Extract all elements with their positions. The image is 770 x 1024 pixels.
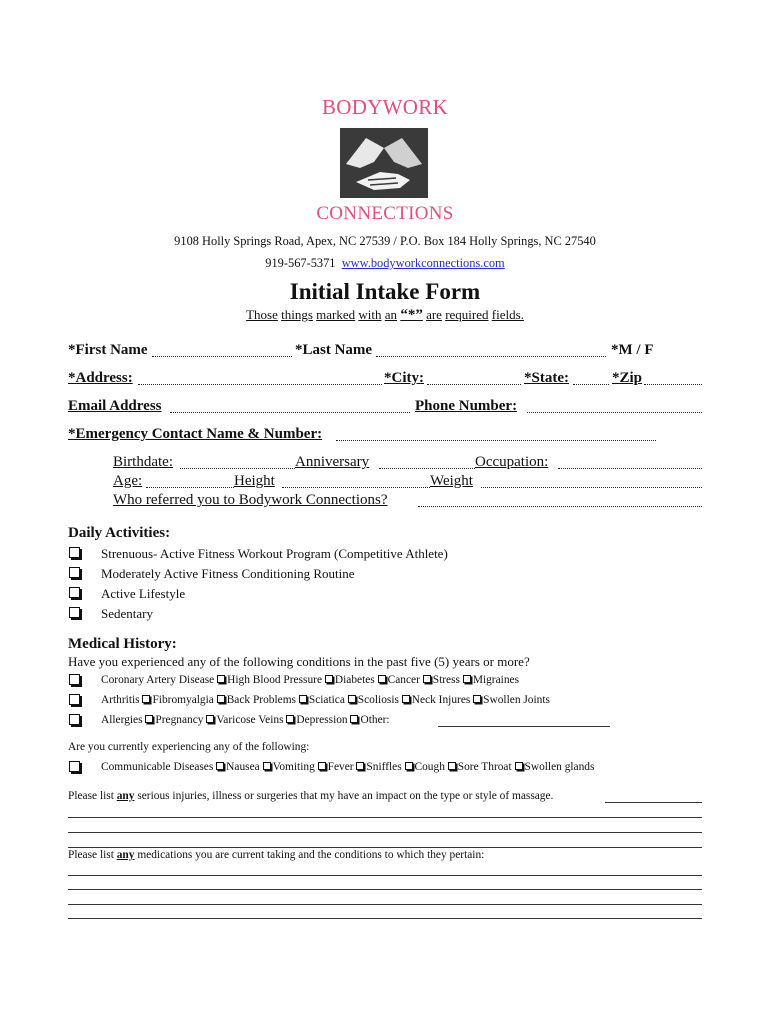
- age-field[interactable]: [146, 487, 234, 488]
- checkbox-arthritis[interactable]: [69, 694, 80, 705]
- checkbox-diabetes[interactable]: [325, 675, 333, 683]
- option-active: Active Lifestyle: [101, 586, 186, 601]
- state-label: *State:: [524, 370, 569, 386]
- height-label: Height: [234, 473, 275, 489]
- birthdate-label: Birthdate:: [113, 454, 173, 470]
- contact-line: [0, 256, 770, 271]
- checkbox-depression[interactable]: [286, 715, 294, 723]
- checkbox-swollen-joints[interactable]: [473, 695, 481, 703]
- checkbox-active[interactable]: [69, 587, 80, 598]
- medical-history-heading: Medical History:: [68, 636, 177, 652]
- city-field[interactable]: [427, 384, 521, 385]
- phone-field[interactable]: [527, 412, 702, 413]
- injuries-line-2[interactable]: [68, 832, 702, 833]
- first-name-label: *First Name: [68, 342, 148, 358]
- referral-field[interactable]: [418, 506, 702, 507]
- checkbox-back[interactable]: [217, 695, 225, 703]
- checkbox-neck[interactable]: [402, 695, 410, 703]
- checkbox-vomiting[interactable]: [263, 762, 271, 770]
- medical-row-3: Allergies Pregnancy Varicose Veins Depression Other:: [101, 714, 390, 726]
- phone-number: 919-567-5371: [265, 256, 336, 270]
- hands-logo-icon: [340, 128, 428, 198]
- medications-prompt: Please list any medications you are current taking and the conditions to which they pertain:: [68, 849, 485, 861]
- option-moderate: Moderately Active Fitness Conditioning Routine: [101, 566, 355, 581]
- last-name-label: *Last Name: [295, 342, 373, 358]
- occupation-field[interactable]: [558, 468, 702, 469]
- checkbox-cad[interactable]: [69, 674, 80, 685]
- checkbox-scoliosis[interactable]: [348, 695, 356, 703]
- checkbox-sore-throat[interactable]: [448, 762, 456, 770]
- checkbox-fever[interactable]: [318, 762, 326, 770]
- website-link[interactable]: www.bodyworkconnections.com: [341, 256, 505, 270]
- email-field[interactable]: [170, 412, 410, 413]
- business-address: 9108 Holly Springs Road, Apex, NC 27539 / P.O. Box 184 Holly Springs, NC 27540: [174, 234, 596, 248]
- checkbox-sciatica[interactable]: [299, 695, 307, 703]
- first-name-field[interactable]: [152, 356, 292, 357]
- birthdate-field[interactable]: [180, 468, 295, 469]
- checkbox-cough[interactable]: [405, 762, 413, 770]
- email-label: Email Address: [68, 398, 162, 414]
- checkbox-strenuous[interactable]: [69, 547, 80, 558]
- checkbox-hbp[interactable]: [217, 675, 225, 683]
- checkbox-moderate[interactable]: [69, 567, 80, 578]
- required-note: Those things marked with an “*” are required fields.: [246, 307, 524, 323]
- height-field[interactable]: [282, 487, 430, 488]
- checkbox-allergies[interactable]: [69, 714, 80, 725]
- checkbox-sedentary[interactable]: [69, 607, 80, 618]
- checkbox-stress[interactable]: [423, 675, 431, 683]
- medications-line-4[interactable]: [68, 918, 702, 919]
- city-label: *City:: [384, 370, 424, 386]
- address-field[interactable]: [138, 384, 382, 385]
- last-name-field[interactable]: [376, 356, 606, 357]
- current-question: Are you currently experiencing any of the following:: [68, 741, 310, 753]
- address-label: *Address:: [68, 370, 133, 386]
- checkbox-swollen-glands[interactable]: [515, 762, 523, 770]
- checkbox-varicose[interactable]: [206, 715, 214, 723]
- zip-label: *Zip: [612, 370, 643, 386]
- zip-field[interactable]: [644, 384, 702, 385]
- referral-label: Who referred you to Bodywork Connections?: [113, 492, 388, 508]
- medications-line-3[interactable]: [68, 904, 702, 905]
- occupation-label: Occupation:: [475, 454, 549, 470]
- checkbox-fibromyalgia[interactable]: [142, 695, 150, 703]
- gender-field[interactable]: *M / F: [611, 342, 654, 358]
- anniversary-field[interactable]: [379, 468, 475, 469]
- medical-row-4: Communicable Diseases Nausea Vomiting Fever Sniffles Cough Sore Throat Swollen glands: [101, 761, 595, 773]
- checkbox-cancer[interactable]: [378, 675, 386, 683]
- injuries-line-3[interactable]: [68, 847, 702, 848]
- anniversary-label: Anniversary: [295, 454, 370, 470]
- checkbox-sniffles[interactable]: [356, 762, 364, 770]
- weight-field[interactable]: [481, 487, 702, 488]
- checkbox-migraines[interactable]: [463, 675, 471, 683]
- age-label: Age:: [113, 473, 143, 489]
- injuries-line-1[interactable]: [68, 817, 702, 818]
- daily-activities-heading: Daily Activities:: [68, 525, 171, 541]
- state-field[interactable]: [573, 384, 609, 385]
- medical-question: Have you experienced any of the following conditions in the past five (5) years or more?: [68, 654, 530, 669]
- brand-name-top: BODYWORK: [321, 95, 449, 119]
- checkbox-nausea[interactable]: [216, 762, 224, 770]
- checkbox-communicable[interactable]: [69, 761, 80, 772]
- injuries-prompt: Please list any serious injuries, illness or surgeries that my have an impact on the type or style of massage.: [68, 790, 554, 802]
- emergency-contact-field[interactable]: [336, 440, 656, 441]
- medical-row-1: Coronary Artery Disease High Blood Pressure Diabetes Cancer Stress Migraines: [101, 674, 519, 686]
- option-sedentary: Sedentary: [101, 606, 153, 621]
- checkbox-pregnancy[interactable]: [145, 715, 153, 723]
- option-strenuous: Strenuous- Active Fitness Workout Program (Competitive Athlete): [101, 546, 448, 561]
- medications-line-2[interactable]: [68, 889, 702, 890]
- injuries-line-0[interactable]: [605, 802, 702, 803]
- medications-line-1[interactable]: [68, 875, 702, 876]
- weight-label: Weight: [430, 473, 473, 489]
- medical-row-2: Arthritis Fibromyalgia Back Problems Sciatica Scoliosis Neck Injures Swollen Joints: [101, 694, 550, 706]
- brand-name-bottom: CONNECTIONS: [316, 203, 454, 224]
- form-title: Initial Intake Form: [289, 279, 481, 304]
- phone-label: Phone Number:: [415, 398, 518, 414]
- emergency-contact-label: *Emergency Contact Name & Number:: [68, 426, 323, 442]
- other-condition-field[interactable]: [438, 726, 610, 727]
- checkbox-other[interactable]: [350, 715, 358, 723]
